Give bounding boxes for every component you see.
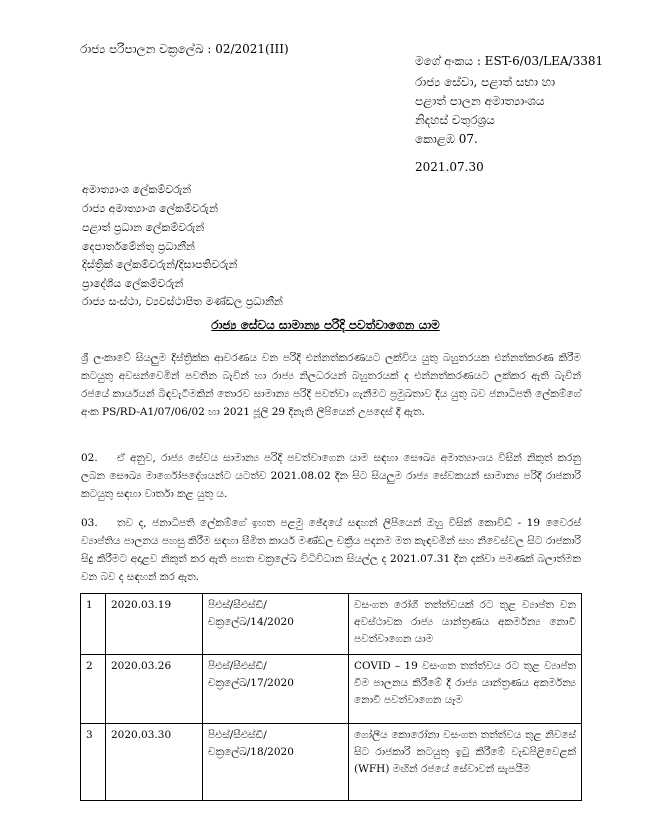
row-number: 2 [81, 655, 106, 724]
table-row [81, 724, 582, 801]
circular-number: රාජ්‍ය පරිපාලන චක්‍රලේඛ : 02/2021(III) [80, 42, 289, 56]
circular-reference: පිඑස්/සීඑස්ඩී/චක්‍රලේඛ/17/2020 [203, 655, 349, 724]
reference-line: නිදහස් චතුරශ්‍රය [415, 113, 495, 127]
circular-reference: පිඑස්/සීඑස්ඩී/චක්‍රලේඛ/14/2020 [203, 594, 349, 655]
reference-line: කොළඹ 07. [415, 132, 478, 146]
circular-description: COVID – 19 වසංගත තත්ත්වය රට තුළ ව්‍යාප්ත වීම පාලනය කිරීමේ දී රාජ්‍ය යාන්ත්‍රණය අකර්මන්‍ය නොවී පවත්වාගෙන යෑම [349, 655, 582, 724]
row-number: 3 [81, 724, 106, 801]
paragraph-text: ශ්‍රී ලංකාවේ සියලුම දිස්ත්‍රික්ක ආවරණය වන පරිදි එන්නත්කරණයට ලක්විය යුතු බහුතරයක එන්නත්කරණ කිරීම කටයුතු අවසන්වෙමින් පවතින බැවින් හා රාජ්‍ය නිලධරයන් බහුතරයක් ද එන්නත්කරණයට ලක්කර ඇති බැවින් රජයේ කාර්යයන් බිඳවැටීමකින් තොරව සාමාන්‍ය පරිදි පවත්වා ගැනීමට ප්‍රමුඛතාව දිය යුතු බව ජනාධිපති ලේකම්ගේ අංක PS/RD-A1/07/06/02 හා 2021 ජූලි 29 දිනැති ලිපියෙන් උපදෙස් දී ඇත. [81, 352, 581, 418]
addressee: ප්‍රාදේශීය ලේකම්වරුන් [82, 277, 184, 290]
circular-date: 2020.03.26 [106, 655, 203, 724]
table-row [81, 594, 582, 655]
reference-line: රාජ්‍ය සේවා, පළාත් සභා හා [415, 75, 556, 89]
circular-date: 2020.03.19 [106, 594, 203, 655]
paragraph-text: තව ද, ජනාධිපති ලේකම්ගේ ඉහත පළමු ඡේදයේ සඳහන් ලිපියෙන් ඔහු විසින් කොවිඩ් - 19 වෛරස් ව්‍යාප්තිය පාලනය පහසු කිරීම සඳහා සීමිත කාර්ය මණ්ඩල චක්‍රීය පදනම මත කැඳවමින් සහ නිවෙස්වල සිට රාජකාරි සිදු කිරීමට අදාළව නිකුත් කර ඇති පහත චක්‍රලේඛ විධිවිධාන සියල්ල ද 2021.07.31 දින දක්වා පමණක් බලාත්මක වන බව ද සඳහන් කර ඇත. [81, 517, 581, 583]
reference-line: මගේ අංකය : EST-6/03/LEA/3381 [415, 54, 604, 68]
paragraph-3 [81, 514, 581, 586]
addressee: දිස්ත්‍රික් ලේකම්වරුන්/දිසාපතිවරුන් [82, 258, 238, 271]
circular-date: 2020.03.30 [106, 724, 203, 801]
document-title: රාජ්‍ය සේවය සාමාන්‍ය පරිදි පවත්වාගෙන යාම [211, 318, 440, 332]
circulars-table [80, 593, 582, 801]
addressee: රාජ්‍ය සංස්ථා, ව්‍යවස්ථාපිත මණ්ඩල ප්‍රධානීන් [82, 295, 283, 308]
paragraph-1 [81, 349, 581, 421]
paragraph-2 [81, 449, 581, 503]
circular-description: ගෝලීය කොරෝනා වසංගත තත්ත්වය තුළ නිවසේ සිට රාජකාරි කටයුතු ඉටු කිරීමේ වැඩපිළිවෙළක් (WFH) මඟින් රජයේ සේවාවන් සැපයීම [349, 724, 582, 801]
addressee: පළාත් ප්‍රධාන ලේකම්වරුන් [82, 221, 205, 234]
reference-line: පළාත් පාලන අමාත්‍යාංශය [415, 94, 545, 108]
addressee: දෙපාර්තමේන්තු ප්‍රධානීන් [82, 240, 195, 253]
table-row [81, 655, 582, 724]
paragraph-number: 02. [81, 452, 98, 464]
circular-description: වසංගත රෝගී තත්ත්වයක් රට තුළ ව්‍යාප්ත වන අවස්ථාවක රාජ්‍ය යාන්ත්‍රණය අකර්මන්‍ය නොවී පවත්වාගෙන යාම [349, 594, 582, 655]
row-number: 1 [81, 594, 106, 655]
addressee: අමාත්‍යාංශ ලේකම්වරුන් [82, 183, 192, 196]
letter-date: 2021.07.30 [415, 160, 484, 174]
addressee: රාජ්‍ය අමාත්‍යාංශ ලේකම්වරුන් [82, 202, 218, 215]
circular-reference: පිඑස්/සීඑස්ඩී/චක්‍රලේඛ/18/2020 [203, 724, 349, 801]
paragraph-text: ඒ අනුව, රාජ්‍ය සේවය සාමාන්‍ය පරිදි පවත්වාගෙන යාම සඳහා සෞඛ්‍ය අමාත්‍යාංශය විසින් නිකුත් කරනු ලබන සෞඛ්‍ය මාර්ගෝපදේශයන්ට යටත්ව 2021.08.02 දින සිට සියලුම රාජ්‍ය සේවකයන් සාමාන්‍ය පරිදි රාජකාරි කටයුතු සඳහා වාර්තා කළ යුතු ය. [81, 452, 581, 500]
paragraph-number: 03. [81, 517, 98, 529]
